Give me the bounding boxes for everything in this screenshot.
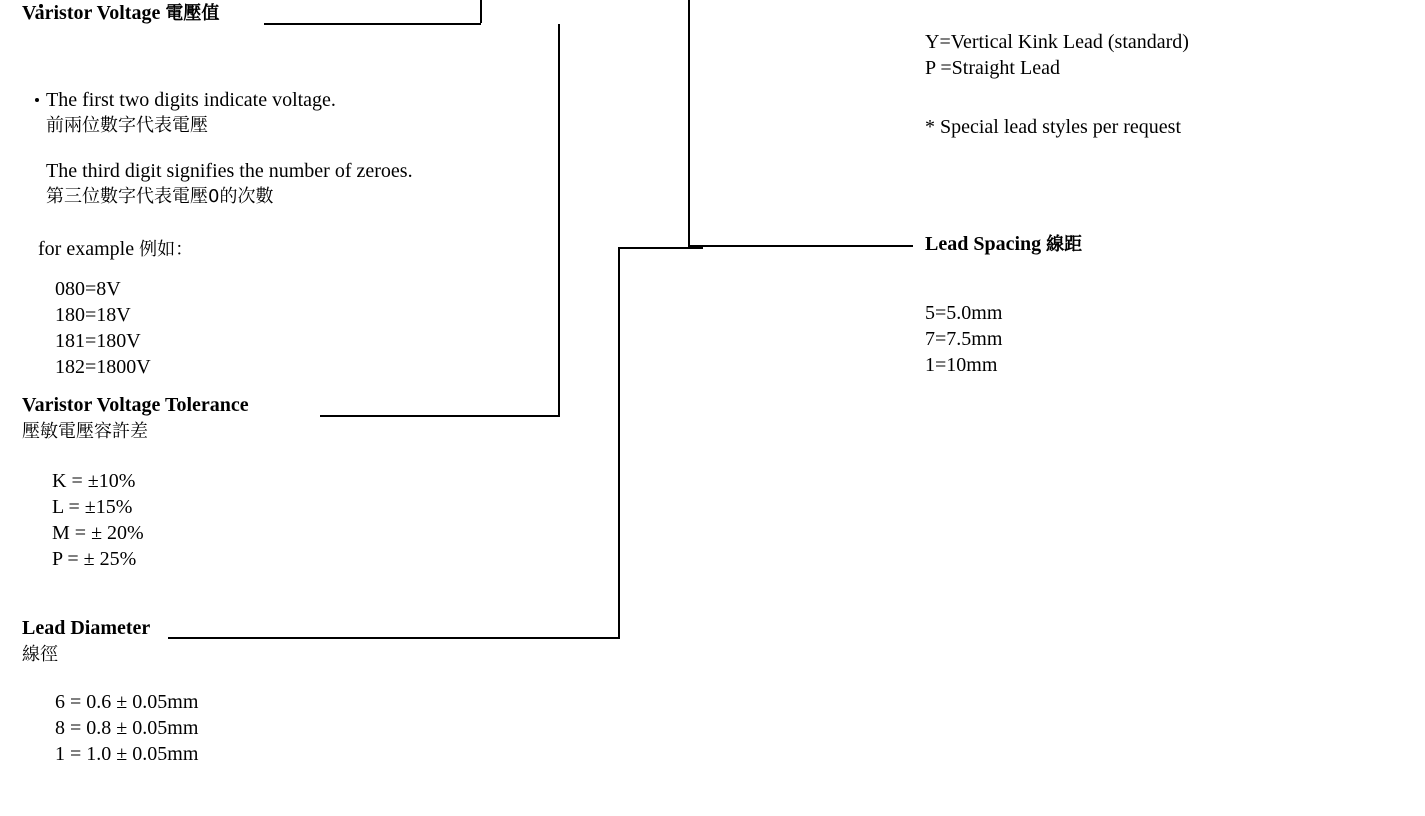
leader-line-lead-diameter [168,637,620,639]
list-item: 1=10mm [925,354,998,376]
varistor-voltage-heading-cjk: 電壓值 [165,3,220,24]
list-item: 182=1800V [55,356,151,378]
list-item: L = ±15% [52,496,133,518]
leader-line-tolerance [320,415,560,417]
list-item: 181=180V [55,330,141,352]
list-item: 5=5.0mm [925,302,1003,324]
list-item: 7=7.5mm [925,328,1003,350]
lead-spacing-heading-cjk: 線距 [1046,234,1083,255]
list-item: M = ± 20% [52,522,144,544]
list-item: 6 = 0.6 ± 0.05mm [55,691,199,713]
voltage-tolerance-list [52,468,144,572]
lead-spacing-heading [925,231,1082,258]
voltage-tolerance-heading-cjk: 壓敏電壓容許差 [22,421,148,442]
voltage-example-list [55,276,151,380]
lead-style-list [925,29,1189,81]
bullet-dot-icon-note1 [35,98,39,102]
list-item: 8 = 0.8 ± 0.05mm [55,717,199,739]
voltage-note-1-en: The first two digits indicate voltage. [46,89,336,111]
leader-line-tolerance-vertical [558,24,560,415]
voltage-example-label-en: for example [38,238,135,260]
varistor-voltage-heading [22,0,219,27]
voltage-note-1 [46,87,336,139]
leader-line-lead-spacing [688,245,913,247]
voltage-note-1-cjk: 前兩位數字代表電壓 [46,115,208,136]
list-item: 1 = 1.0 ± 0.05mm [55,743,199,765]
leader-line-lead-spacing-vertical [688,10,690,245]
lead-spacing-heading-en: Lead Spacing [925,233,1042,255]
lead-diameter-heading-en: Lead Diameter [22,617,151,639]
voltage-note-2 [46,158,413,210]
voltage-note-2-en: The third digit signifies the number of zeroes. [46,160,413,182]
leader-line-lead-diameter-vertical [618,247,620,637]
list-item: Y=Vertical Kink Lead (standard) [925,31,1189,53]
leader-line-lead-style-top [688,0,690,10]
lead-diameter-list [55,689,198,767]
lead-diameter-heading-cjk: 線徑 [22,644,58,665]
leader-line-varistor-voltage-vertical [480,0,482,23]
voltage-note-2-cjk: 第三位數字代表電壓0的次數 [46,186,274,207]
list-item: P = ± 25% [52,548,137,570]
leader-line-lead-diameter-top [618,247,703,249]
list-item: K = ±10% [52,470,136,492]
list-item: P =Straight Lead [925,57,1060,79]
voltage-example-label-cjk: 例如： [139,239,194,260]
list-item: 080=8V [55,278,121,300]
voltage-tolerance-heading-en: Varistor Voltage Tolerance [22,394,249,416]
varistor-voltage-heading-en: Varistor Voltage [22,2,161,24]
lead-spacing-list [925,300,1002,378]
leader-line-varistor-voltage [264,23,481,25]
lead-style-footnote: * Special lead styles per request [925,116,1182,138]
voltage-example-label [38,236,193,263]
list-item: 180=18V [55,304,131,326]
